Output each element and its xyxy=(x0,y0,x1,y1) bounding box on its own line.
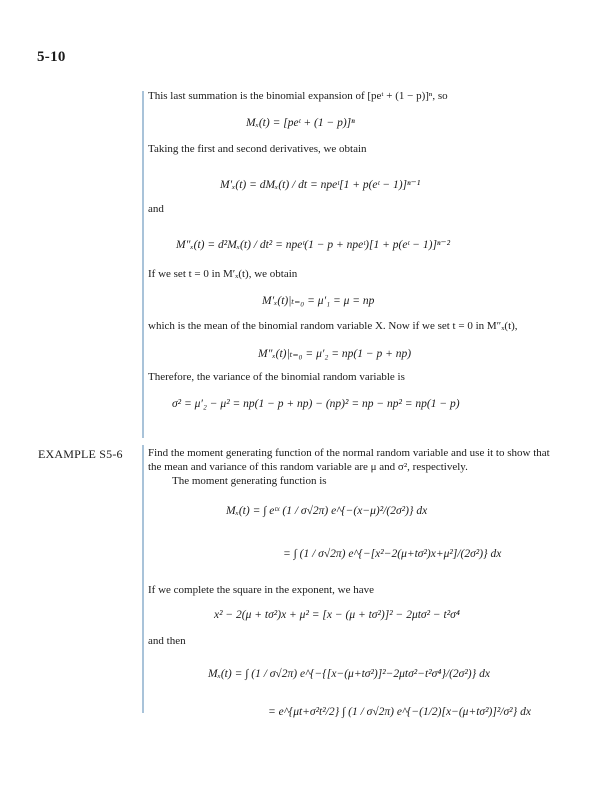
paragraph: the mean and variance of this random variable are μ and σ², respectively. xyxy=(148,461,468,473)
paragraph: which is the mean of the binomial random variable X. Now if we set t = 0 in M″ₓ(t), xyxy=(148,320,518,332)
equation: Mₓ(t) = [peᵗ + (1 − p)]ⁿ xyxy=(246,117,355,129)
paragraph: Find the moment generating function of the normal random variable and use it to show that xyxy=(148,447,550,459)
paragraph: and then xyxy=(148,635,186,647)
equation: M′ₓ(t) = dMₓ(t) / dt = npeᵗ[1 + p(eᵗ − 1)]ⁿ⁻¹ xyxy=(220,179,421,191)
paragraph: Taking the first and second derivatives, we obtain xyxy=(148,143,367,155)
equation: = e^{μt+σ²t²/2} ∫ (1 / σ√2π) e^{−(1/2)[x−(μ+tσ²)]²/σ²} dx xyxy=(268,706,531,718)
equation: M′ₓ(t)|ₜ₌₀ = μ′₁ = μ = np xyxy=(262,295,375,307)
paragraph: and xyxy=(148,203,164,215)
paragraph: Therefore, the variance of the binomial random variable is xyxy=(148,371,405,383)
page-number: 5-10 xyxy=(37,49,66,65)
equation: Mₓ(t) = ∫ eᵗˣ (1 / σ√2π) e^{−(x−μ)²/(2σ²)} dx xyxy=(226,505,428,517)
equation: M″ₓ(t)|ₜ₌₀ = μ′₂ = np(1 − p + np) xyxy=(258,348,412,360)
example-label: EXAMPLE S5-6 xyxy=(38,447,123,461)
equation: x² − 2(μ + tσ²)x + μ² = [x − (μ + tσ²)]² − 2μtσ² − t²σ⁴ xyxy=(214,609,460,621)
example-rule xyxy=(142,445,144,713)
paragraph: If we complete the square in the exponent, we have xyxy=(148,584,375,596)
paragraph: This last summation is the binomial expansion of [peᵗ + (1 − p)]ⁿ, so xyxy=(148,90,448,102)
equation: Mₓ(t) = ∫ (1 / σ√2π) e^{−{[x−(μ+tσ²)]²−2μtσ²−t²σ⁴}/(2σ²)} dx xyxy=(208,668,490,680)
equation: = ∫ (1 / σ√2π) e^{−[x²−2(μ+tσ²)x+μ²]/(2σ²)} dx xyxy=(283,548,502,560)
paragraph: If we set t = 0 in M′ₓ(t), we obtain xyxy=(148,268,298,280)
paragraph: The moment generating function is xyxy=(172,475,327,487)
section-rule xyxy=(142,91,144,438)
equation: σ² = μ′₂ − μ² = np(1 − p + np) − (np)² = np − np² = np(1 − p) xyxy=(172,398,460,410)
equation: M″ₓ(t) = d²Mₓ(t) / dt² = npeᵗ(1 − p + npeᵗ)[1 + p(eᵗ − 1)]ⁿ⁻² xyxy=(176,239,451,251)
